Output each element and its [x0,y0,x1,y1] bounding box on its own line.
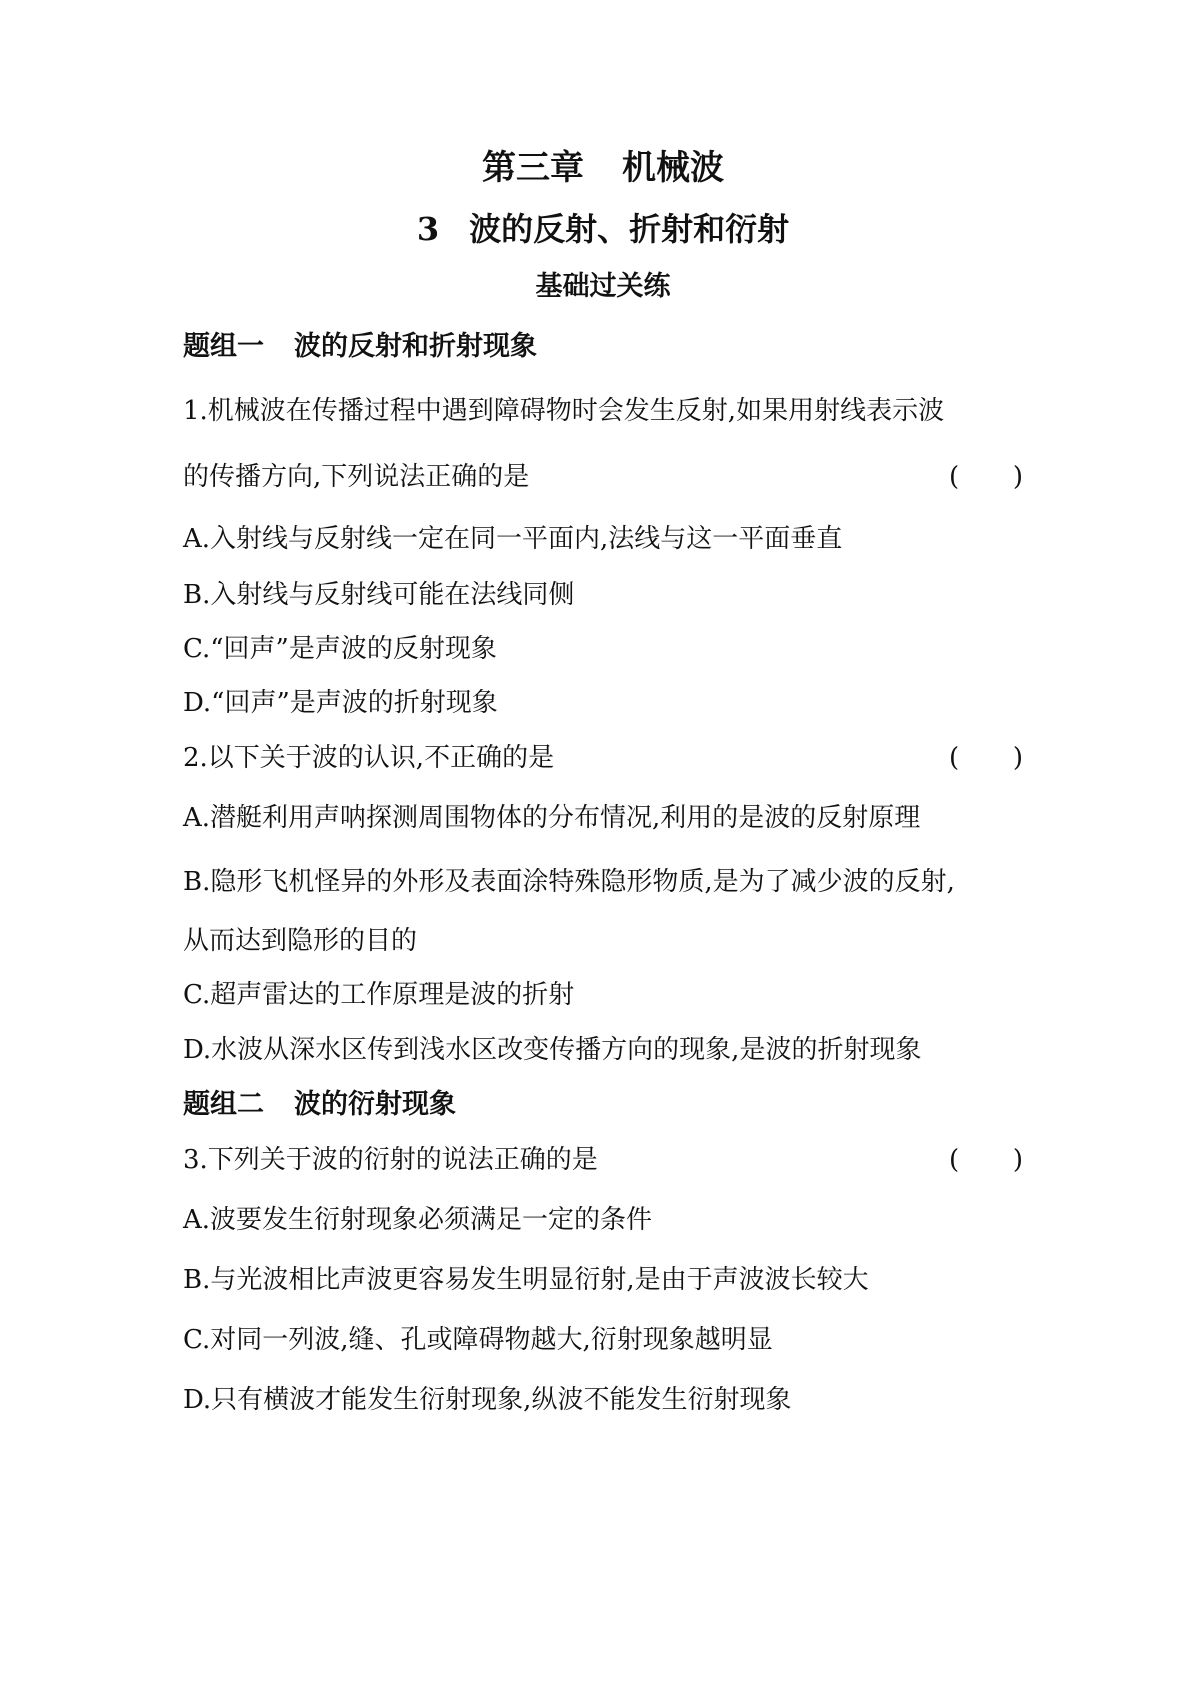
option-b: B.隐形飞机怪异的外形及表面涂特殊隐形物质,是为了减少波的反射, [183,867,955,897]
question-stem-line [183,444,1023,510]
answer-bracket [949,730,1023,786]
option-b-continued: 从而达到隐形的目的 [183,926,418,956]
option-c: C.超声雷达的工作原理是波的折射 [183,980,575,1010]
practice-heading: 基础过关练 [535,271,671,302]
question-stem-line: 1.机械波在传播过程中遇到障碍物时会发生反射,如果用射线表示波 [183,396,945,426]
bracket-open: ( [949,743,960,773]
question-stem-text: 2.以下关于波的认识,不正确的是 [183,743,555,773]
group-name: 波的反射和折射现象 [294,331,537,362]
question-stem-text: 的传播方向,下列说法正确的是 [183,462,530,492]
bracket-close: ) [1012,1145,1023,1175]
option-a: A.入射线与反射线一定在同一平面内,法线与这一平面垂直 [183,524,843,554]
question-2 [183,730,1023,1078]
section-number: 3 [416,210,440,248]
chapter-title [183,138,1023,198]
document-content [183,138,1023,1428]
answer-bracket [949,1132,1023,1188]
option-d: D.只有横波才能发生衍射现象,纵波不能发生衍射现象 [183,1385,792,1415]
group-heading [183,1078,1023,1132]
question-stem-line [183,1132,1023,1188]
option-a: A.波要发生衍射现象必须满足一定的条件 [183,1205,653,1235]
group-number: 题组二 [183,1089,264,1120]
question-3 [183,1132,1023,1428]
option-d: D.“回声”是声波的折射现象 [183,688,498,718]
bracket-close: ) [1012,743,1023,773]
question-stem-line [183,730,1023,786]
option-c: C.“回声”是声波的反射现象 [183,634,497,664]
bracket-open: ( [949,1145,960,1175]
question-stem-text: 3.下列关于波的衍射的说法正确的是 [183,1145,598,1175]
chapter-name: 机械波 [622,148,724,188]
question-1 [183,378,1023,730]
answer-bracket [949,444,1023,510]
option-a: A.潜艇利用声呐探测周围物体的分布情况,利用的是波的反射原理 [183,803,921,833]
option-b: B.与光波相比声波更容易发生明显衍射,是由于声波波长较大 [183,1265,869,1295]
option-c: C.对同一列波,缝、孔或障碍物越大,衍射现象越明显 [183,1325,773,1355]
option-d: D.水波从深水区传到浅水区改变传播方向的现象,是波的折射现象 [183,1035,922,1065]
group-name: 波的衍射现象 [294,1089,456,1120]
section-title [183,200,1023,258]
group-heading [183,320,1023,374]
bracket-close: ) [1012,462,1023,492]
bracket-open: ( [949,462,960,492]
section-name: 波的反射、折射和衍射 [469,210,790,248]
group-number: 题组一 [183,331,264,362]
option-b: B.入射线与反射线可能在法线同侧 [183,580,575,610]
chapter-number: 第三章 [482,148,584,188]
